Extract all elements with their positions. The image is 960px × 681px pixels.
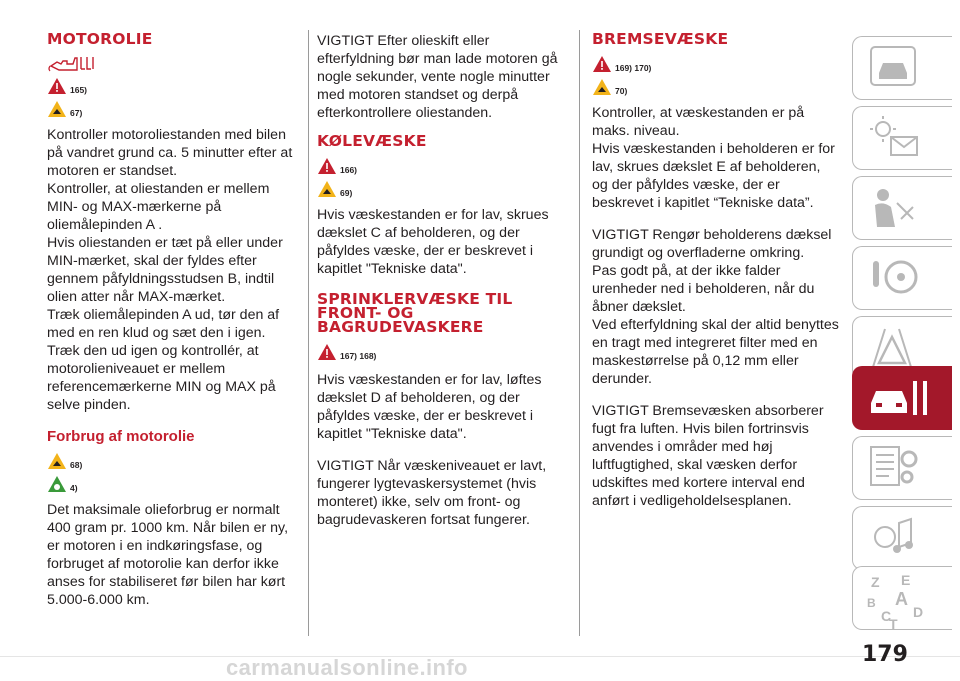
- sidebar-tab-multimedia[interactable]: [852, 506, 952, 570]
- warning-ref: 70): [592, 75, 840, 98]
- index-letter: D: [913, 604, 924, 620]
- warning-ref: 68): [47, 449, 299, 472]
- oil-can-icon: [47, 52, 105, 74]
- subheading-forbrug: Forbrug af motorolie: [47, 428, 195, 445]
- caution-warning-icon: [592, 78, 612, 96]
- danger-warning-icon: [592, 55, 612, 73]
- caution-warning-icon: [47, 452, 67, 470]
- index-letter: T: [889, 616, 898, 629]
- column-bremsevaeske: [592, 32, 840, 510]
- multimedia-icon: [867, 513, 923, 563]
- section-heading-bremsevaeske: BREMSEVÆSKE: [592, 30, 729, 48]
- column-divider: [308, 30, 309, 636]
- watermark: carmanualsonline.info: [226, 655, 468, 680]
- sidebar-tab-safety[interactable]: [852, 176, 952, 240]
- section-body: Hvis væskestanden er for lav, skrues dækslet C af beholderen, og der påfyldes væske, der er beskrevet i kapitlet "Tekniske data".: [317, 207, 549, 277]
- danger-warning-icon: [317, 343, 337, 361]
- sidebar-tab-maintenance[interactable]: [852, 366, 952, 430]
- danger-warning-icon: [47, 77, 67, 95]
- column-koelevaeske: [317, 32, 569, 529]
- warning-ref: 166): [317, 154, 569, 177]
- section-body: Kontroller, at væskestanden er på maks. niveau. Hvis væskestanden i beholderen er for lav, skrues dækslet E af beholderen, og der påfyldes væske, der er beskrevet i kapitlet “Tekniske data”. VIGTIGT Rengør beholderens dæksel grundigt og overfladerne omkring. Pas godt på, at der ikke falder urenheder ned i beholderen, når du åbner dækslet. Ved efterfyldning skal der altid benyttes en tragt med integreret filter med en maskestørrelse på 0,12 mm eller derunder. VIGTIGT Bremsevæsken absorberer fugt fra luften. Hvis bilen fortrinsvis anvendes i områder med høj luftfugtighed, skal væsken derfor udskiftes med kortere interval end anført i vedligeholdelsesplanen.: [592, 105, 839, 509]
- warning-ref: 67): [47, 97, 299, 120]
- index-letter: E: [901, 573, 911, 588]
- warning-ref: 167) 168): [317, 340, 569, 363]
- section-body: Det maksimale olieforbrug er normalt 400 gram pr. 1000 km. Når bilen er ny, er motoren i en indkøringsfase, og forbruget af motorolie kan derfor ikke anses for stabiliseret før bilen har kørt 5.000-6.000 km.: [47, 502, 289, 608]
- technical-data-icon: [867, 443, 923, 493]
- oil-note: VIGTIGT Efter olieskift eller efterfyldning bør man lade motoren gå nogle sekunder, vente nogle minutter med motoren standset og derpå efterkontrollere oliestanden.: [317, 33, 558, 121]
- environment-warning-icon: [47, 475, 67, 493]
- caution-warning-icon: [317, 180, 337, 198]
- column-motorolie: [47, 32, 299, 609]
- section-heading-sprinklervaeske: SPRINKLERVÆSKE TIL FRONT- OG BAGRUDEVASKERE: [317, 290, 513, 336]
- alphabetical-index-icon: [867, 573, 937, 629]
- sidebar-tab-dashboard[interactable]: [852, 36, 952, 100]
- column-divider: [579, 30, 580, 636]
- sidebar-tab-warning-lights[interactable]: [852, 106, 952, 170]
- footer-divider: [0, 656, 960, 657]
- danger-warning-icon: [317, 157, 337, 175]
- section-heading-motorolie: MOTOROLIE: [47, 30, 153, 48]
- index-letter: A: [895, 589, 908, 609]
- warning-ref: 4): [47, 472, 299, 495]
- index-letter: Z: [871, 574, 880, 590]
- section-heading-koelevaeske: KØLEVÆSKE: [317, 132, 427, 150]
- page-number: 179: [862, 642, 908, 667]
- index-letter: C: [881, 608, 892, 624]
- sidebar-tab-index[interactable]: [852, 566, 952, 630]
- warning-ref: 165): [47, 74, 299, 97]
- sidebar-tab-driving[interactable]: [852, 246, 952, 310]
- section-body: Hvis væskestanden er for lav, løftes dækslet D af beholderen, og der påfyldes væske, der er beskrevet i kapitlet "Tekniske data". VIGTIGT Når væskeniveauet er lavt, fungerer lygtevaskersystemet (hvis monteret) ikke, selv om front- og bagrudevaskeren fortsat fungerer.: [317, 372, 547, 528]
- section-body: Kontroller motoroliestanden med bilen på vandret grund ca. 5 minutter efter at motoren er standset. Kontroller, at oliestanden er mellem MIN- og MAX-mærkerne på oliemålepinden A . Hvis oliestanden er tæt på eller under MIN-mærket, skal der fyldes efter gennem påfyldningsstudsen B, indtil olien atter når MAX-mærket. Træk oliemålepinden A ud, tør den af med en ren klud og sæt den i igen. Træk den ud igen og kontrollér, at motorolieniveauet er mellem referencemærkerne MIN og MAX på selve pinden.: [47, 127, 293, 413]
- car-dashboard-icon: [867, 43, 923, 93]
- caution-warning-icon: [47, 100, 67, 118]
- car-maintenance-icon: [867, 373, 931, 423]
- warning-ref: 69): [317, 177, 569, 200]
- index-letter: B: [867, 596, 876, 610]
- sidebar-tab-technical-data[interactable]: [852, 436, 952, 500]
- airbag-seat-icon: [867, 183, 923, 233]
- warning-lights-icon: [867, 113, 923, 163]
- warning-ref: 169) 170): [592, 52, 840, 75]
- steering-wheel-icon: [867, 253, 923, 303]
